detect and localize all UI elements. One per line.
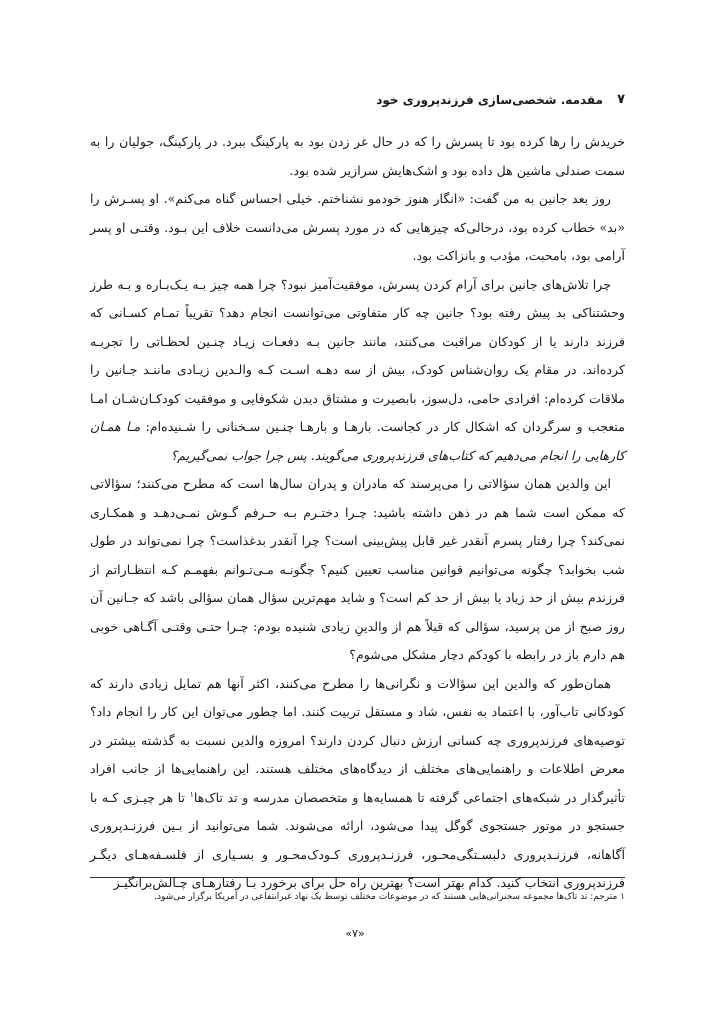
paragraph-2: روز بعد جانین به من گفت: «انگار هنوز خودمو نشناختم. خیلی احساس گناه می‌کنم». او پسـرش را «بد» خطاب کرده بود، درحالی‌که چیزهایی که در مورد پسرش می‌دانست خلاف این بـود. وقتـی او پسر آرامی بود، بامحبت، مؤدب و بانزاکت بود. bbox=[90, 191, 625, 263]
footnote: ۱ مترجم: تد تاک‌ها مجموعه سخنرانی‌هایی هستند که در موضوعات مختلف توسط یک نهاد غیرانتفاعی در آمریکا برگزار می‌شود. bbox=[154, 892, 625, 902]
body-text bbox=[90, 128, 625, 898]
paragraph-3 bbox=[90, 271, 625, 471]
page-header bbox=[90, 90, 625, 118]
paragraph-3-emphasis: مـا همـان کارهایی را انجام می‌دهیم که کتاب‌های فرزندپروری می‌گویند. پس چرا جواب نمی‌گیریم؟ bbox=[90, 419, 625, 463]
running-title: مقدمه. شخصی‌سازی فرزندپروری خود bbox=[376, 93, 603, 107]
paragraph-5 bbox=[90, 670, 625, 898]
footnote-reference[interactable]: ۱ bbox=[189, 789, 194, 799]
page-folio: «۷» bbox=[345, 927, 365, 940]
paragraph-5-text-before: همان‌طور که والدین این سؤالات و نگرانی‌ها را مطرح می‌کنند، اکثر آنها هم تمایل زیادی دارند که کودکانی تاب‌آور، با اعتماد به نفس، شاد و مستقل تربیت کنند. اما چطور می‌توان این کار را انجام داد؟ توصیه‌های فرزندپروری چه کسانی ارزش دنبال کردن دارند؟ امروزه والدین نسبت به گذشته بیشتر در معرض اطلاعات و راهنمایی‌های مختلف از دیدگاه‌های مختلف هستند. این راهنمایی‌ها از جانب افراد تأثیرگذار در شبکه‌های اجتماعی گرفته تا همسایه‌ها و متخصصان مدرسه و تد تاک‌ها bbox=[90, 675, 625, 805]
header-page-number: ۷ bbox=[617, 92, 625, 107]
footnote-divider bbox=[90, 877, 625, 878]
paragraph-1: خریدش را رها کرده بود تا پسرش را که در حال غر زدن بود به پارکینگ ببرد. در پارکینگ، جولیان را به سمت صندلی ماشین هل داده بود و اشک‌هایش سرازیر شده بود. bbox=[90, 134, 625, 178]
paragraph-3-text: چرا تلاش‌های جانین برای آرام کردن پسرش، موفقیت‌آمیز نبود؟ چرا همه چیز بـه یـک‌بـاره و بـه طرز وحشتناکی بد پیش رفته بود؟ جانین چه کار متفاوتی می‌توانست انجام دهد؟ تقریباً تمـام کسـانی که فرزند دارند یا از کودکان مراقبت می‌کنند، مانند جانین بـه دفعـات زیـاد چنـین لحظـاتی را تجربـه کرده‌اند. در مقام یک روان‌شناس کودک، بیش از سه دهـه اسـت کـه والـدین زیـادی ماننـد جـانین را ملاقات کرده‌ام: افرادی حامی، دل‌سوز، بابصیرت و مشتاق دیدن شکوفایی و موفقیت کودکـان‌شـان امـا متعجب و سرگردان که اشکال کار در کجاست. بارهـا و بارهـا چنـین سـخنانی را شـنیده‌ام: bbox=[90, 276, 625, 434]
paragraph-5-text-after: تا هر چیـزی کـه با جستجو در موتور جستجوی گوگل پیدا می‌شود، ارائه می‌شوند. شما می‌توانید از بـین فرزنـدپروری آگاهانه، فرزنـدپروری دلبسـتگی‌محـور، فرزنـدپروری کـودک‌محـور و بسـیاری از فلسـفه‌هـای دیگـر فرزندپروری انتخاب کنید. کدام بهتر است؟ بهترین راه حل برای برخورد بـا رفتارهـای چـالش‌برانگیـز bbox=[90, 789, 625, 890]
paragraph-4: این والدین همان سؤالاتی را می‌پرسند که مادران و پدران سال‌ها است که مطرح می‌کنند؛ سؤالاتی که ممکن است شما هم در ذهن داشته باشید: چـرا دختـرم بـه حـرفم گـوش نمـی‌دهـد و همکـاری نمی‌کند؟ چرا رفتار پسرم آنقدر غیر قابل پیش‌بینی است؟ چرا آنقدر بدغذاست؟ چرا نمی‌تواند در طول شب بخوابد؟ چگونه می‌توانیم قوانین مناسب تعیین کنیم؟ چگونـه مـی‌تـوانم بفهمـم کـه انتظـاراتم از فرزندم بیش از حد زیاد یا بیش از حد کم است؟ و شاید مهم‌ترین سؤال همان سؤالی باشد که جـانین آن روز صبح از من پرسید، سؤالی که قبلاً هم از والدینِ زیادی شنیده بودم: چـرا حتـی وقتـی آگـاهی خوبی هم دارم باز در رابطه با کودکم دچار مشکل می‌شوم؟ bbox=[90, 476, 625, 662]
